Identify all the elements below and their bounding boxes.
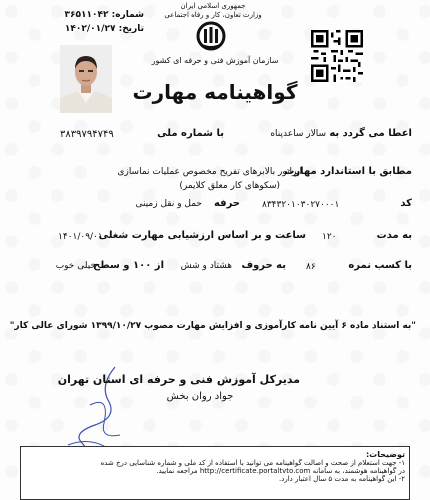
out-of-label: از ۱۰۰ و سطح xyxy=(93,260,164,271)
standard-value-line1: اپراتور بالابرهای تفریح مخصوص عملیات نماسازی xyxy=(117,167,302,177)
standard-label: مطابق با استاندارد مهارت xyxy=(284,166,412,177)
certificate-title: گواهینامه مهارت xyxy=(132,80,298,104)
gov-line-2: وزارت تعاون، کار و رفاه اجتماعی xyxy=(164,11,262,19)
date-label: تاریخ: xyxy=(118,24,144,34)
tvto-logo-icon xyxy=(190,20,232,52)
letters-label: به حروف xyxy=(241,260,286,271)
portrait-photo xyxy=(60,45,112,113)
certificate-number-row xyxy=(56,10,144,20)
hours-label: ساعت و بر اساس ارزشیابی مهارت شغلی xyxy=(98,230,306,241)
number-label: شماره: xyxy=(111,10,144,20)
signatory-name: جواد روان بخش xyxy=(166,391,234,402)
org-name: سازمان آموزش فنی و حرفه ای کشور xyxy=(151,56,279,65)
notes-box xyxy=(20,446,410,500)
trade-value: حمل و نقل زمینی xyxy=(135,199,202,209)
letters-value: هشتاد و شش xyxy=(180,261,232,271)
date-value: ۱۴۰۲/۰۱/۲۷ xyxy=(64,24,116,34)
granted-value: سالار ساعدپناه xyxy=(270,129,326,139)
national-id-value: ۳۸۳۹۷۹۴۷۴۹ xyxy=(60,129,114,140)
legal-note: "به استناد ماده ۶ آیین نامه کارآموزی و افزایش مهارت مصوب ۱۳۹۹/۱۰/۲۷ شورای عالی کار" xyxy=(9,321,416,331)
number-value: ۳۶۵۱۱۰۴۲ xyxy=(64,10,109,20)
duration-label: به مدت xyxy=(376,230,412,241)
trade-label: حرفه xyxy=(213,198,240,209)
notes-line-1: ۱- جهت استعلام از صحت و اصالت گواهینامه می توانید با استفاده از کد ملی و شماره شناسایی درج شده xyxy=(100,459,405,467)
certificate-date-row xyxy=(56,24,144,34)
code-label: کد xyxy=(400,198,412,209)
notes-line-2: در گواهینامه هوشمند، به سامانه http://certificate.portaltvto.com مراجعه نمایید. xyxy=(156,467,405,475)
evaluation-date: ۱۴۰۱/۰۹/۰۱ xyxy=(58,232,103,242)
qr-code-icon xyxy=(311,30,363,82)
code-value: ۸۳۴۳۲۰۱۰۳۰۲۷۰۰۰۱ xyxy=(262,200,340,210)
score-value: ۸۶ xyxy=(306,262,316,272)
duration-value: ۱۲۰ xyxy=(322,232,337,242)
level-value: خیلی خوب xyxy=(55,261,96,271)
notes-heading: توضیحات: xyxy=(365,450,405,459)
notes-line-3: ۲- این گواهینامه به مدت ۵ سال اعتبار دارد. xyxy=(279,475,405,483)
national-id-label: با شماره ملی xyxy=(157,128,224,139)
standard-value-line2: (سکوهای کار معلق کلایمر) xyxy=(179,181,280,191)
granted-label: اعطا می گردد به xyxy=(329,128,412,139)
gov-line-1: جمهوری اسلامی ایران xyxy=(180,2,246,10)
score-label: با کسب نمره xyxy=(348,260,412,271)
signatory-title: مدیرکل آموزش فنی و حرفه ای استان تهران xyxy=(57,373,300,386)
